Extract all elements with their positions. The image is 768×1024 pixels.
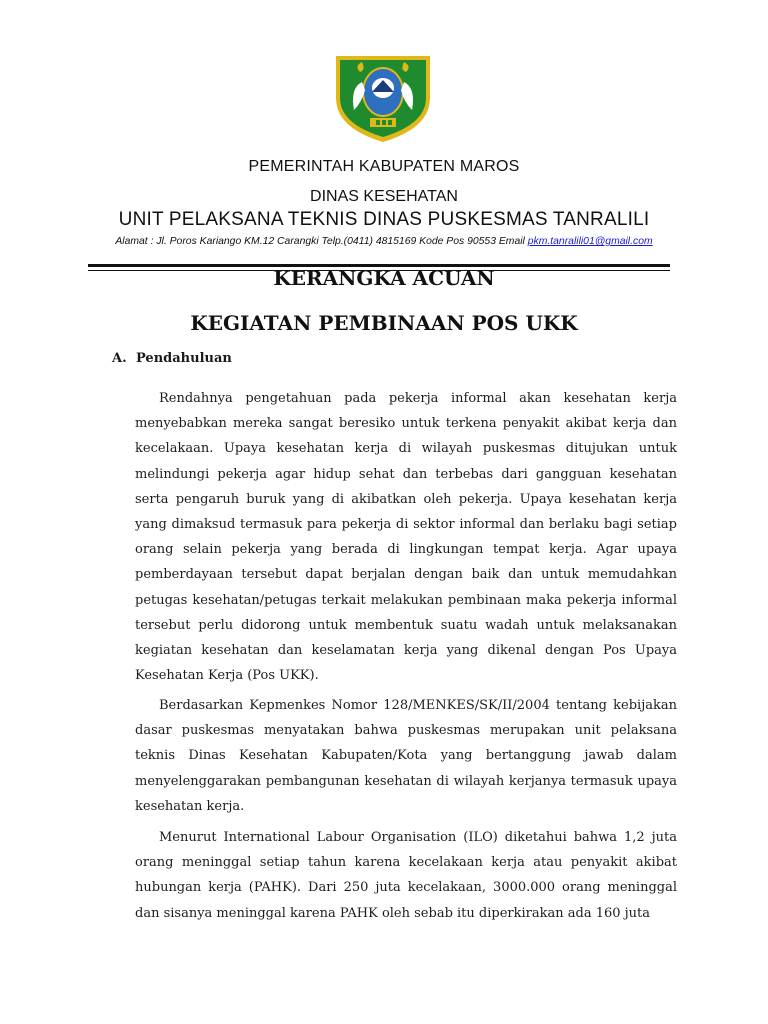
unit-name: UNIT PELAKSANA TEKNIS DINAS PUSKESMAS TANRALILI	[118, 209, 650, 230]
paragraph-text: Rendahnya pengetahuan pada pekerja informal akan kesehatan kerja menyebabkan mereka sangat beresiko untuk terkena penyakit akibat kerja dan kecelakaan. Upaya kesehatan kerja di wilayah puskesmas ditujukan untuk melindungi pekerja agar hidup sehat dan terbebas dari gangguan kesehatan serta pengaruh buruk yang di akibatkan oleh pekerja. Upaya kesehatan kerja yang dimaksud termasuk para pekerja di sektor informal dan berlaku bagi setiap orang selain pekerja yang berada di lingkungan tempat kerja. Agar upaya pemberdayaan tersebut dapat berjalan dengan baik dan untuk memudahkan petugas kesehatan/petugas terkait melakukan pembinaan maka pekerja informal tersebut perlu didorong untuk membentuk suatu wadah untuk melaksanakan kegiatan kesehatan dan keselamatan kerja yang dikenal dengan Pos Upaya Kesehatan Kerja (Pos UKK).	[135, 391, 677, 684]
kabupaten-maros-emblem-icon	[332, 52, 434, 144]
government-name: PEMERINTAH KABUPATEN MAROS	[248, 158, 520, 175]
email-link[interactable]: pkm.tanralili01@gmail.com	[527, 236, 653, 247]
department-name: DINAS KESEHATAN	[310, 188, 458, 205]
paragraph-text: Berdasarkan Kepmenkes Nomor 128/MENKES/SK/II/2004 tentang kebijakan dasar puskesmas menyatakan bahwa puskesmas merupakan unit pelaksana teknis Dinas Kesehatan Kabupaten/Kota yang bertanggung jawab dalam menyelenggarakan pembangunan kesehatan di wilayah kerjanya termasuk upaya kesehatan kerja.	[135, 698, 677, 814]
body-paragraph-1	[135, 386, 677, 696]
document-title: KERANGKA ACUAN	[273, 266, 495, 290]
paragraph-text: Menurut International Labour Organisation (ILO) diketahui bahwa 1,2 juta orang meninggal setiap tahun karena kecelakaan kerja atau penyakit akibat hubungan kerja (PAHK). Dari 250 juta kecelakaan, 3000.000 orang meninggal dan sisanya meninggal karena PAHK oleh sebab itu diperkirakan ada 160 juta	[135, 830, 677, 921]
body-paragraph-2	[135, 693, 677, 827]
section-letter: A.	[112, 351, 127, 366]
section-title: Pendahuluan	[136, 351, 232, 366]
body-paragraph-3	[135, 825, 677, 934]
address-text: Alamat : Jl. Poros Kariango KM.12 Carangki Telp.(0411) 4815169 Kode Pos 90553 Email	[115, 236, 525, 247]
document-subtitle: KEGIATAN PEMBINAAN POS UKK	[190, 311, 578, 335]
address-line	[60, 236, 708, 247]
section-heading	[112, 351, 232, 366]
